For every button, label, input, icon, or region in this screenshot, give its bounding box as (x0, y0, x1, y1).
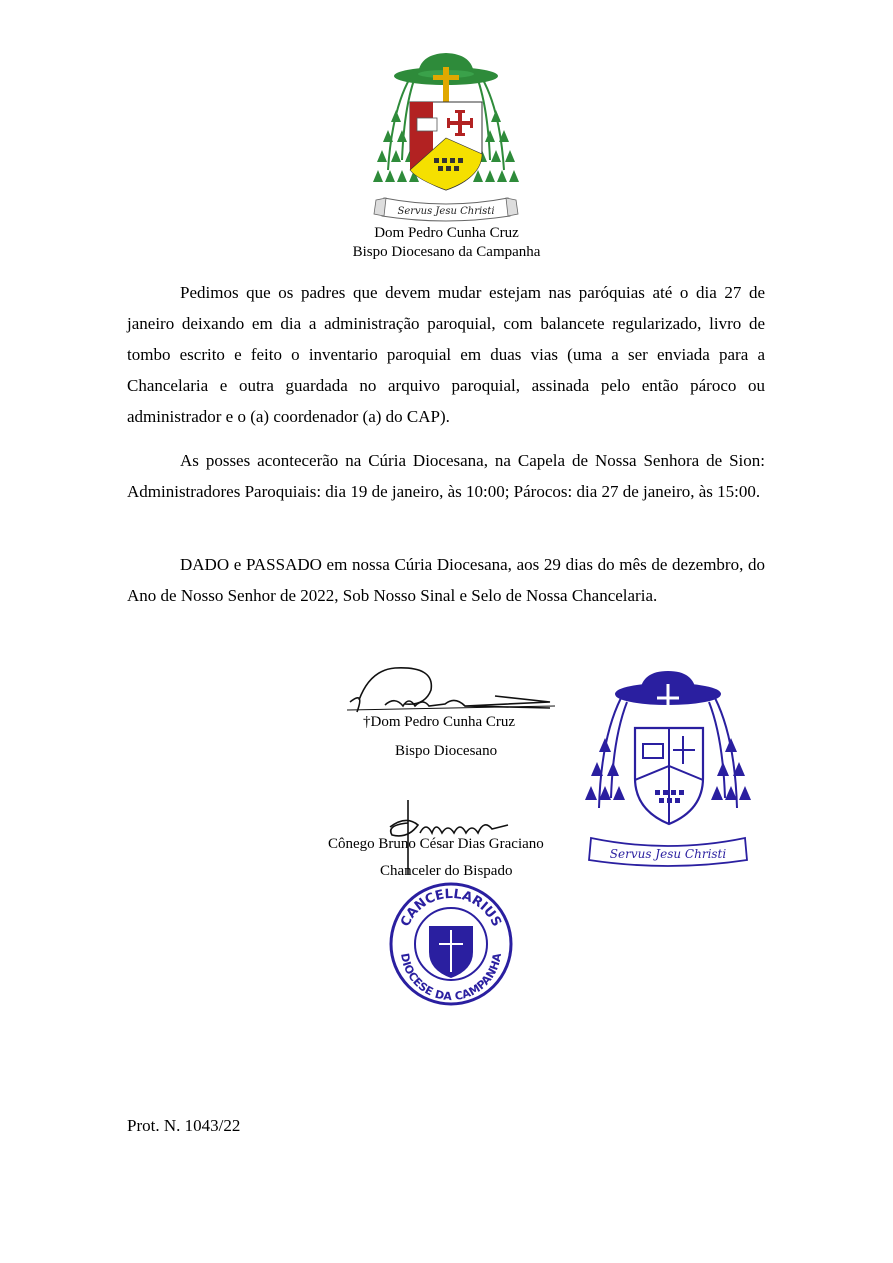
chancellor-signature-role: Chanceler do Bispado (380, 863, 513, 879)
paragraph-1: Pedimos que os padres que devem mudar estejam nas paróquias até o dia 27 de janeiro deixando em dia a administração paroquial, com balancete regularizado, livro de tombo escrito e feito o inventario paroquial em duas vias (uma a ser enviada para a Chancelaria e outra guardada no arquivo paroquial, assinada pelo então pároco ou administrador e o (a) coordenador (a) do CAP). (127, 283, 765, 426)
seal-top-text: CANCELLARIUS (398, 886, 504, 930)
paragraph-2: As posses acontecerão na Cúria Diocesana, na Capela de Nossa Senhora de Sion: Administradores Paroquiais: dia 19 de janeiro, às 10:00; Párocos: dia 27 de janeiro, às 15:00. (127, 451, 765, 501)
paragraph-3: DADO e PASSADO em nossa Cúria Diocesana, aos 29 dias do mês de dezembro, do Ano de Nosso Senhor de 2022, Sob Nosso Sinal e Selo de Nossa Chancelaria. (127, 555, 765, 605)
bishop-signature-role: Bispo Diocesano (395, 743, 498, 759)
chancellery-seal-stamp (387, 880, 515, 1006)
bishop-signature-name: †Dom Pedro Cunha Cruz (363, 714, 516, 730)
bishop-handwritten-signature (345, 660, 560, 720)
stamp-motto: Servus Jesu Christi (609, 847, 727, 861)
bishop-title-header: Bispo Diocesano da Campanha (352, 244, 541, 260)
coat-of-arms-stamp (583, 668, 753, 873)
chancellor-signature-name: Cônego Bruno César Dias Graciano (328, 836, 544, 852)
seal-bottom-text: DIOCESE DA CAMPANHA (397, 952, 504, 1004)
coat-of-arms-logo (370, 50, 522, 222)
coat-motto: Servus Jesu Christi (397, 206, 495, 217)
protocol-number: Prot. N. 1043/22 (127, 1116, 241, 1135)
bishop-name-header: Dom Pedro Cunha Cruz (374, 225, 519, 241)
